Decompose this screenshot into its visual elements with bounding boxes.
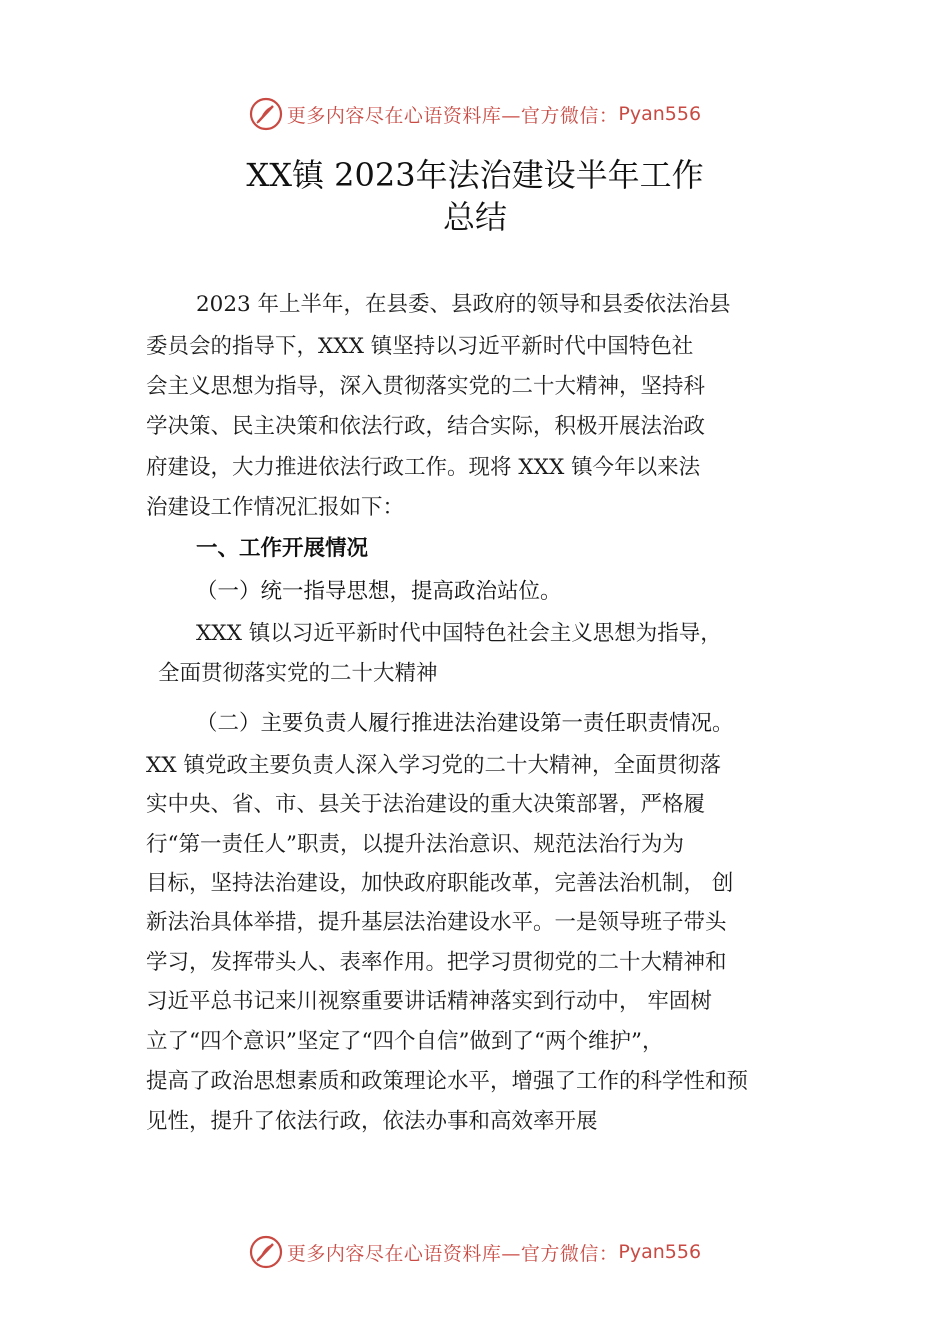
section-heading: 一、工作开展情况 <box>196 536 369 561</box>
intro-line: 治建设工作情况汇报如下： <box>146 495 405 520</box>
paragraph-line: 学习，发挥带头人、表率作用。把学习贯彻党的二十大精神和 <box>146 950 727 975</box>
feather-seal-icon <box>249 97 283 131</box>
paragraph-line: 行“第一责任人”职责，以提升法治意识、规范法治行为为 <box>146 832 684 857</box>
paragraph-line: 新法治具体举措，提升基层法治建设水平。一是领导班子带头 <box>146 910 727 935</box>
watermark-text: 更多内容尽在心语资料库—官方微信： <box>286 104 619 127</box>
paragraph-line: 目标，坚持法治建设，加快政府职能改革，完善法治机制， 创 <box>146 871 734 896</box>
subsection-heading: （一）统一指导思想，提高政治站位。 <box>196 579 562 604</box>
intro-line: 府建设，大力推进依法行政工作。现将 XXX 镇今年以来法 <box>146 455 701 480</box>
watermark-text: 更多内容尽在心语资料库—官方微信： <box>286 1242 619 1265</box>
document-title-line-2: 总结 <box>442 198 507 236</box>
watermark-footer <box>0 1232 950 1272</box>
paragraph-line: 实中央、省、市、县关于法治建设的重大决策部署，严格履 <box>146 792 706 817</box>
paragraph-line: 全面贯彻落实党的二十大精神 <box>158 661 438 686</box>
watermark-header <box>0 94 950 134</box>
paragraph-line: 见性，提升了依法行政，依法办事和高效率开展 <box>146 1109 598 1134</box>
watermark-handle: Pyan556 <box>618 103 702 125</box>
intro-line: 2023 年上半年，在县委、县政府的领导和县委依法治县 <box>196 292 731 317</box>
paragraph-line: 习近平总书记来川视察重要讲话精神落实到行动中， 牢固树 <box>146 989 712 1014</box>
intro-line: 委员会的指导下，XXX 镇坚持以习近平新时代中国特色社 <box>146 334 694 359</box>
intro-line: 会主义思想为指导，深入贯彻落实党的二十大精神，坚持科 <box>146 374 706 399</box>
paragraph-line: XXX 镇以习近平新时代中国特色社会主义思想为指导， <box>196 621 722 646</box>
paragraph-line: 提高了政治思想素质和政策理论水平，增强了工作的科学性和预 <box>146 1069 749 1094</box>
intro-line: 学决策、民主决策和依法行政，结合实际，积极开展法治政 <box>146 414 706 439</box>
feather-seal-icon <box>249 1235 283 1269</box>
subsection-heading: （二）主要负责人履行推进法治建设第一责任职责情况。 <box>196 711 734 736</box>
paragraph-line: XX 镇党政主要负责人深入学习党的二十大精神，全面贯彻落 <box>146 753 721 778</box>
document-title-line-1: XX镇 2023年法治建设半年工作 <box>246 156 704 194</box>
paragraph-line: 立了“四个意识”坚定了“四个自信”做到了“两个维护”， <box>146 1029 664 1054</box>
watermark-handle: Pyan556 <box>618 1241 702 1263</box>
